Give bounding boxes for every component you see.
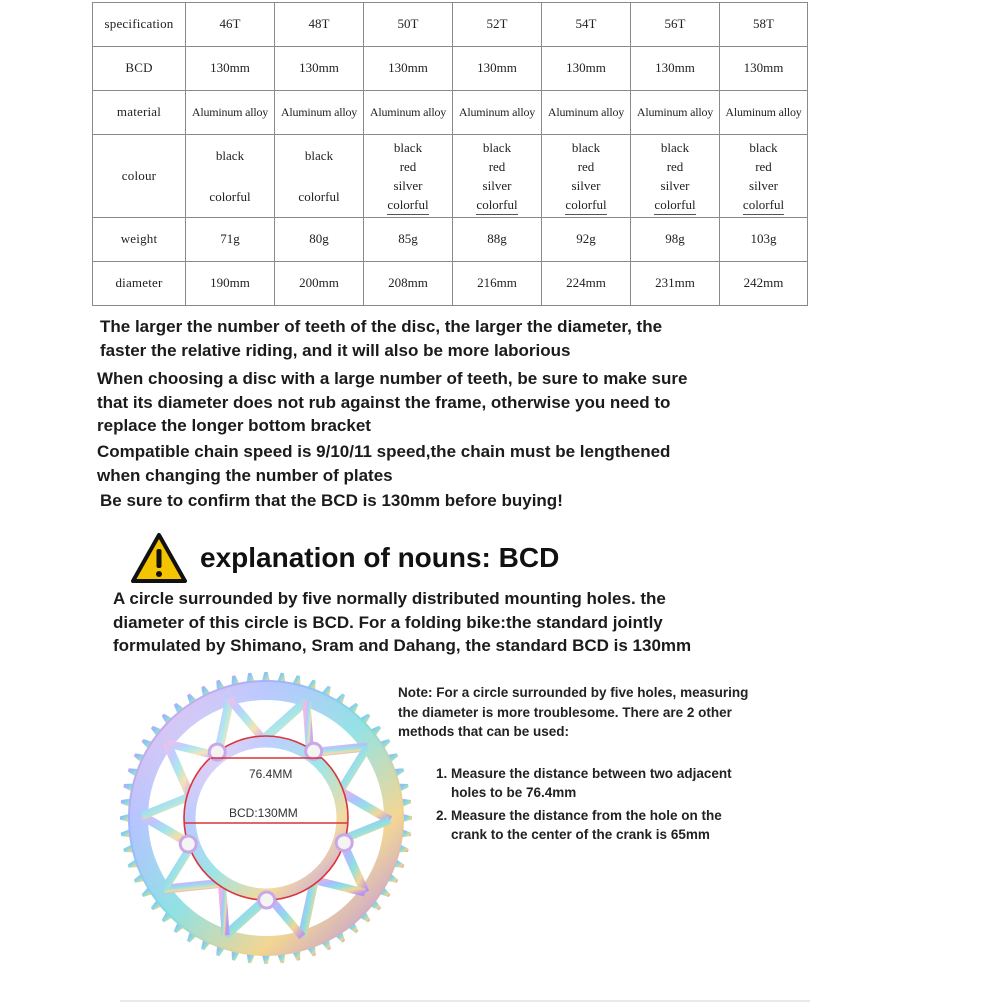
table-row-colour	[93, 135, 808, 218]
mounting-hole	[180, 836, 196, 852]
method-1-line-1: Measure the distance between two adjacent	[451, 765, 732, 781]
bcd-heading	[130, 532, 559, 584]
note-frame-line-3: replace the longer bottom bracket	[97, 416, 371, 435]
method-2-line-2: crank to the center of the crank is 65mm	[451, 827, 710, 842]
note-line-3: methods that can be used:	[398, 724, 570, 739]
row-label: diameter	[93, 262, 186, 306]
colour-cell	[186, 135, 275, 218]
note-chain-line-2: when changing the number of plates	[97, 466, 393, 485]
diameter-cell: 200mm	[275, 262, 364, 306]
material-cell: Aluminum alloy	[186, 91, 275, 135]
colour-option: silver	[571, 178, 601, 193]
method-item	[451, 764, 818, 803]
header-label: specification	[93, 3, 186, 47]
bcd-cell: 130mm	[453, 47, 542, 91]
weight-cell: 71g	[186, 218, 275, 262]
row-label: colour	[93, 135, 186, 218]
bcd-desc-line-2: diameter of this circle is BCD. For a folding bike:the standard jointly	[113, 612, 663, 632]
bcd-cell: 130mm	[186, 47, 275, 91]
colour-option: red	[488, 159, 506, 174]
table-row-material	[93, 91, 808, 135]
method-2-line-1: Measure the distance from the hole on the	[451, 807, 722, 823]
row-label: material	[93, 91, 186, 135]
method-item	[451, 806, 818, 845]
note-chain-line-1: Compatible chain speed is 9/10/11 speed,the chain must be lengthened	[97, 442, 671, 461]
size-cell: 50T	[364, 3, 453, 47]
colour-option: silver	[749, 178, 778, 193]
colour-option: black	[215, 148, 245, 163]
table-row-diameter	[93, 262, 808, 306]
chainring-diagram	[118, 672, 438, 972]
bcd-label: BCD:130MM	[229, 806, 298, 820]
colour-cell	[720, 135, 808, 218]
mounting-hole	[259, 892, 275, 908]
bcd-desc-line-3: formulated by Shimano, Sram and Dahang, the standard BCD is 130mm	[113, 636, 692, 655]
size-cell: 54T	[542, 3, 631, 47]
colour-cell	[542, 135, 631, 218]
note-teeth-line-1: The larger the number of teeth of the disc, the larger the diameter, the	[100, 317, 663, 336]
bcd-cell: 130mm	[275, 47, 364, 91]
colour-option: black	[304, 148, 334, 163]
colour-option: black	[571, 140, 601, 155]
row-label: BCD	[93, 47, 186, 91]
spec-table	[92, 2, 808, 306]
measurement-note	[398, 683, 818, 848]
spacing-label: 76.4MM	[249, 767, 293, 781]
weight-cell: 88g	[453, 218, 542, 262]
colour-option: black	[482, 140, 512, 155]
colour-cell	[275, 135, 364, 218]
mounting-hole	[336, 835, 352, 851]
warning-icon	[130, 532, 188, 584]
bcd-description	[113, 587, 691, 658]
colour-option: red	[399, 159, 417, 174]
size-cell: 52T	[453, 3, 542, 47]
note-confirm-bcd: Be sure to confirm that the BCD is 130mm before buying!	[100, 491, 563, 510]
table-row-spec	[93, 3, 808, 47]
colour-option: colorful	[743, 195, 784, 215]
colour-option: colorful	[565, 195, 606, 215]
size-cell: 48T	[275, 3, 364, 47]
weight-cell: 98g	[631, 218, 720, 262]
size-cell: 46T	[186, 3, 275, 47]
note-frame-line-2: that its diameter does not rub against the frame, otherwise you need to	[97, 393, 671, 412]
colour-cell	[631, 135, 720, 218]
weight-cell: 80g	[275, 218, 364, 262]
table-row-bcd	[93, 47, 808, 91]
weight-cell: 92g	[542, 218, 631, 262]
bcd-desc-line-1: A circle surrounded by five normally distributed mounting holes. the	[113, 589, 666, 608]
note-line-2: the diameter is more troublesome. There are 2 other	[398, 704, 732, 720]
material-cell: Aluminum alloy	[542, 91, 631, 135]
colour-option: colorful	[298, 189, 340, 204]
bcd-cell: 130mm	[720, 47, 808, 91]
bottom-divider	[120, 1000, 810, 1002]
size-cell: 56T	[631, 3, 720, 47]
colour-option: colorful	[209, 189, 251, 204]
note-line-1: Note: For a circle surrounded by five holes, measuring	[398, 685, 749, 700]
bcd-title: explanation of nouns: BCD	[200, 542, 560, 573]
colour-option: silver	[393, 178, 423, 193]
table-row-weight	[93, 218, 808, 262]
note-frame-line-1: When choosing a disc with a large number of teeth, be sure to make sure	[97, 369, 688, 388]
diameter-cell: 242mm	[720, 262, 808, 306]
bcd-cell: 130mm	[542, 47, 631, 91]
colour-cell	[453, 135, 542, 218]
material-cell: Aluminum alloy	[720, 91, 808, 135]
colour-option: red	[666, 159, 684, 174]
weight-cell: 103g	[720, 218, 808, 262]
row-label: weight	[93, 218, 186, 262]
colour-option: colorful	[476, 195, 517, 215]
diameter-cell: 231mm	[631, 262, 720, 306]
colour-option: silver	[660, 178, 690, 193]
diameter-cell: 190mm	[186, 262, 275, 306]
colour-cell	[364, 135, 453, 218]
bcd-cell: 130mm	[631, 47, 720, 91]
colour-option: red	[755, 159, 772, 174]
bcd-cell: 130mm	[364, 47, 453, 91]
material-cell: Aluminum alloy	[453, 91, 542, 135]
material-cell: Aluminum alloy	[631, 91, 720, 135]
method-1-line-2: holes to be 76.4mm	[451, 785, 577, 800]
colour-option: colorful	[387, 195, 428, 215]
note-teeth-line-2: faster the relative riding, and it will also be more laborious	[100, 341, 571, 360]
method-list	[398, 764, 818, 845]
colour-option: red	[577, 159, 595, 174]
colour-option: black	[749, 140, 778, 155]
material-cell: Aluminum alloy	[275, 91, 364, 135]
mounting-hole	[306, 743, 322, 759]
colour-option: colorful	[654, 195, 695, 215]
colour-option: black	[393, 140, 423, 155]
material-cell: Aluminum alloy	[364, 91, 453, 135]
diameter-cell: 216mm	[453, 262, 542, 306]
size-cell: 58T	[720, 3, 808, 47]
weight-cell: 85g	[364, 218, 453, 262]
colour-option: silver	[482, 178, 512, 193]
diameter-cell: 208mm	[364, 262, 453, 306]
diameter-cell: 224mm	[542, 262, 631, 306]
colour-option: black	[660, 140, 690, 155]
